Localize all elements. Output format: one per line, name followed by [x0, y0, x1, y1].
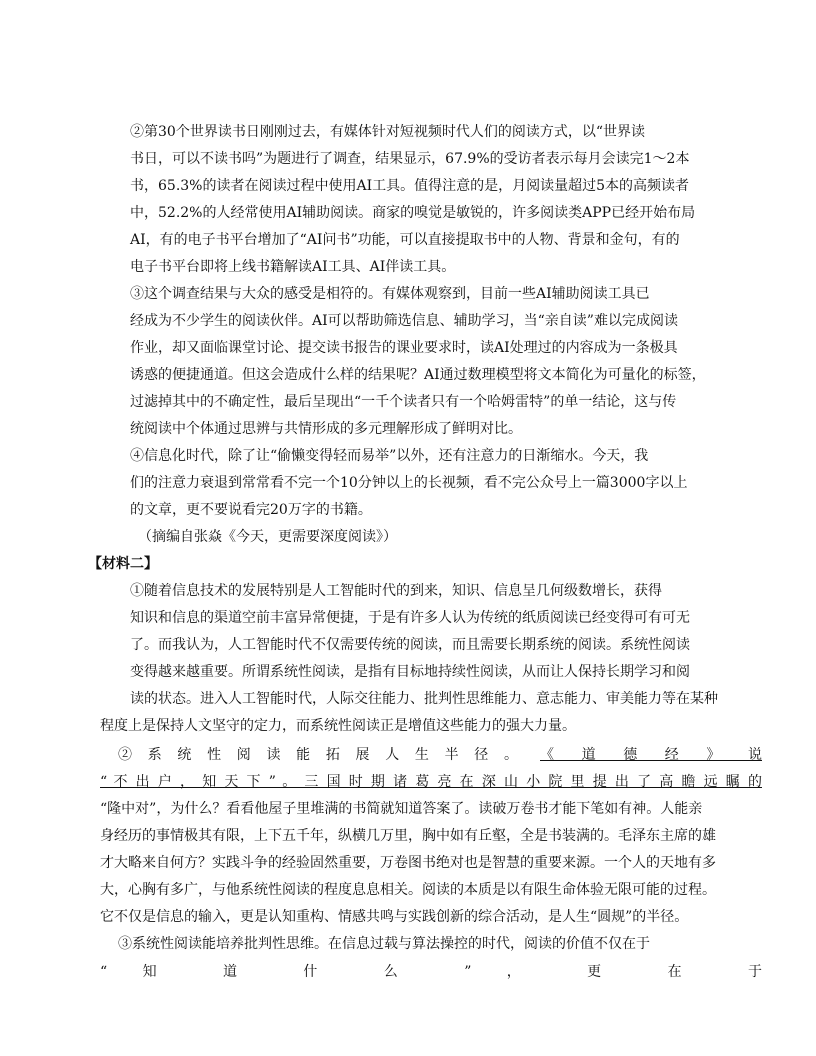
text-line: 大，心胸有多广，与他系统性阅读的程度息息相关。阅读的本质是以有限生命体验无限可能的过程。	[100, 882, 716, 898]
text-line: ③这个调查结果与大众的感受是相符的。有媒体观察到，目前一些AI辅助阅读工具已	[130, 286, 650, 302]
text-line: 的文章，更不要说看完20万字的书籍。	[130, 502, 372, 518]
text-line: 身经历的事情极其有限，上下五千年，纵横几万里，胸中如有丘壑，全是书装满的。毛泽东主席的雄	[100, 828, 716, 844]
text-line-underlined: 《 道 德 经 》 说	[540, 747, 762, 763]
text-line: 读的状态。进入人工智能时代，人际交往能力、批判性思维能力、意志能力、审美能力等在某种	[130, 691, 718, 707]
text-line: 诱惑的便捷通道。但这会造成什么样的结果呢？AI通过数理模型将文本简化为可量化的标签，	[130, 367, 706, 383]
text-line: ②第30个世界读书日刚刚过去，有媒体针对短视频时代人们的阅读方式，以“世界读	[130, 124, 645, 140]
text-line: 作业，却又面临课堂讨论、提交读书报告的课业要求时，读AI处理过的内容成为一条极具	[130, 340, 678, 356]
text-line: 电子书平台即将上线书籍解读AI工具、AI伴读工具。	[130, 259, 456, 275]
text-line: 知识和信息的渠道空前丰富异常便捷，于是有许多人认为传统的纸质阅读已经变得可有可无	[130, 610, 690, 626]
text-line: 过滤掉其中的不确定性，最后呈现出“一千个读者只有一个哈姆雷特”的单一结论，这与传	[130, 394, 677, 410]
text-line: 中，52.2%的人经常使用AI辅助阅读。商家的嗅觉是敏锐的，许多阅读类APP已经开始布局	[130, 205, 696, 221]
text-line-spaced: ② 系 统 性 阅 读 能 拓 展 人 生 半 径 。	[118, 747, 518, 763]
source-citation: （摘编自张焱《今天，更需要深度阅读》）	[138, 529, 397, 545]
text-line: 它不仅是信息的输入，更是认知重构、情感共鸣与实践创新的综合活动，是人生“圆规”的半径。	[100, 909, 689, 925]
text-line: “隆中对”，为什么？看看他屋子里堆满的书简就知道答案了。读破万卷书才能下笔如有神。人能亲	[100, 801, 703, 817]
text-line-underlined: “ 不 出 户 ， 知 天 下 ” 。 三 国 时 期 诸 葛 亮 在 深 山 小 院 里 提 出 了 高 瞻 远 瞩 的	[100, 774, 762, 790]
section-heading: 【材料二】	[88, 556, 158, 572]
text-line: 变得越来越重要。所谓系统性阅读，是指有目标地持续性阅读，从而让人保持长期学习和阅	[130, 664, 690, 680]
text-line-spaced: “ 知 道 什 么 ” ， 更 在 于	[100, 964, 762, 980]
text-line: ③系统性阅读能培养批判性思维。在信息过载与算法操控的时代，阅读的价值不仅在于	[118, 936, 650, 952]
text-line: 程度上是保持人文坚守的定力，而系统性阅读正是增值这些能力的强大力量。	[100, 718, 576, 734]
text-line: ④信息化时代，除了让“偷懒变得轻而易举”以外，还有注意力的日渐缩水。今天，我	[130, 448, 649, 464]
text-line: AI，有的电子书平台增加了“AI问书”功能，可以直接提取书中的人物、背景和金句，有的	[130, 232, 680, 248]
text-line: 书，65.3%的读者在阅读过程中使用AI工具。值得注意的是，月阅读量超过5本的高频读者	[130, 178, 690, 194]
text-line: 统阅读中个体通过思辨与共情形成的多元理解形成了鲜明对比。	[130, 421, 522, 437]
text-line: 经成为不少学生的阅读伙伴。AI可以帮助筛选信息、辅助学习，当“亲自读”难以完成阅读	[130, 313, 678, 329]
text-line: 们的注意力衰退到常常看不完一个10分钟以上的长视频，看不完公众号上一篇3000字以上	[130, 475, 688, 491]
text-line: 才大略来自何方？实践斗争的经验固然重要，万卷图书绝对也是智慧的重要来源。一个人的天地有多	[100, 855, 716, 871]
text-line: 书日，可以不读书吗”为题进行了调查，结果显示，67.9%的受访者表示每月会读完1～2本	[130, 151, 690, 167]
text-line: ①随着信息技术的发展特别是人工智能时代的到来，知识、信息呈几何级数增长，获得	[130, 583, 662, 599]
text-line: 了。而我认为，人工智能时代不仅需要传统的阅读，而且需要长期系统的阅读。系统性阅读	[130, 637, 690, 653]
